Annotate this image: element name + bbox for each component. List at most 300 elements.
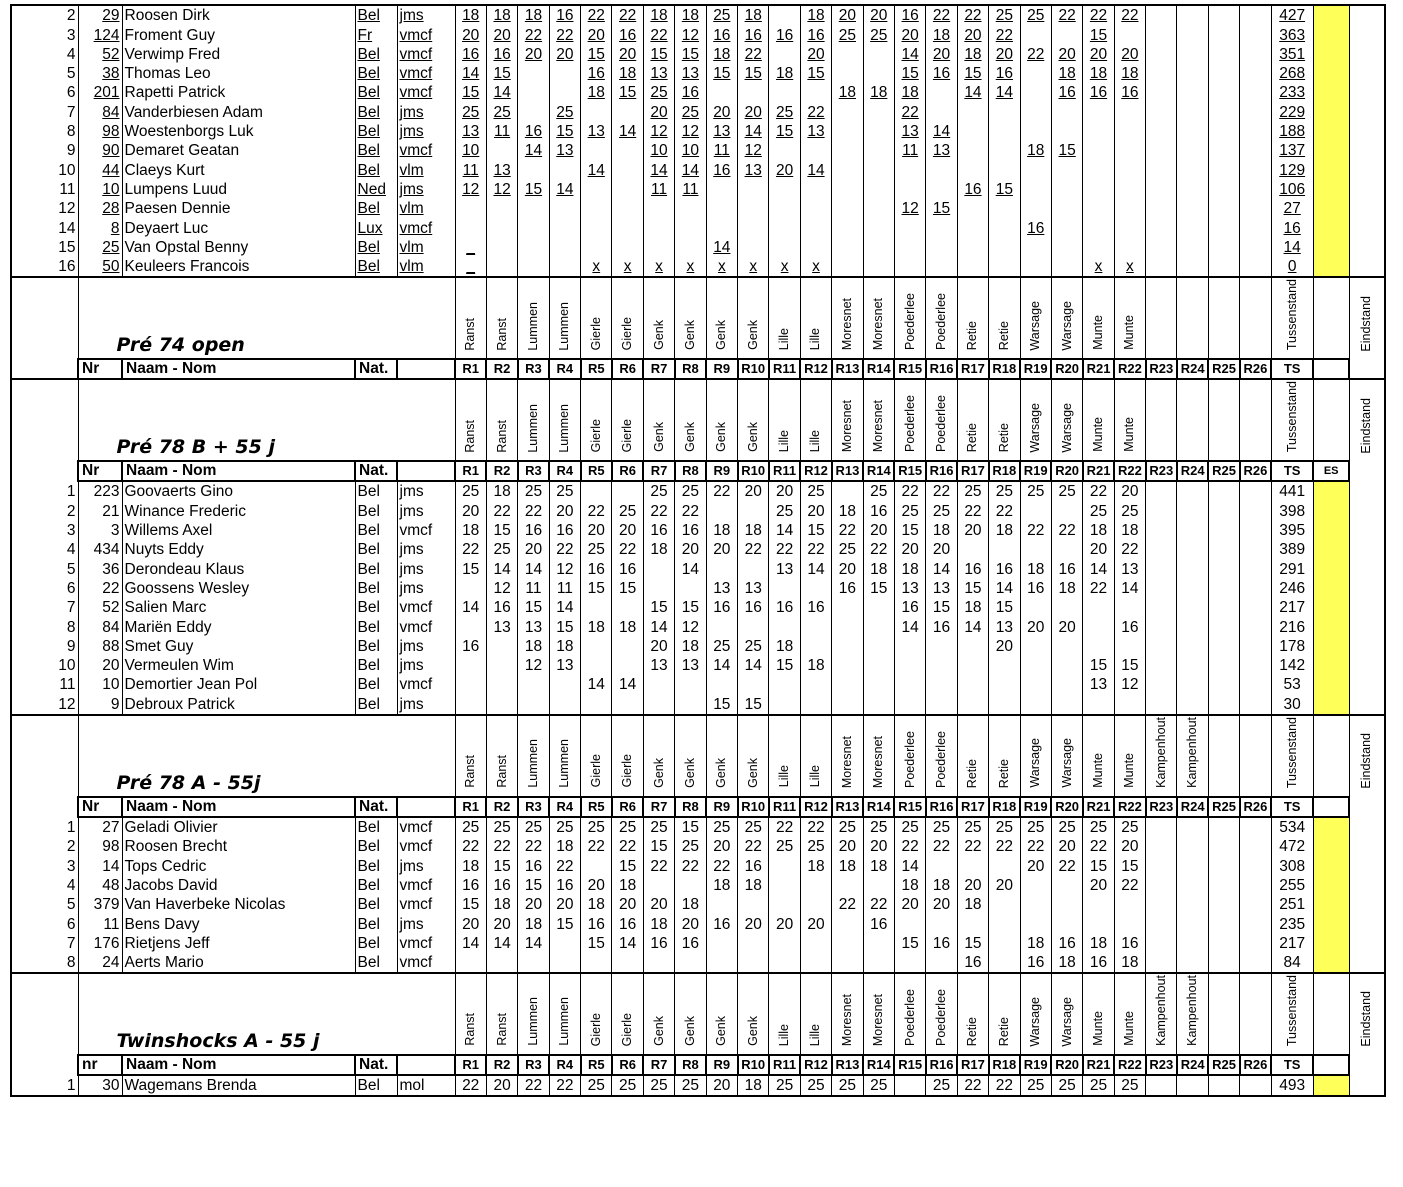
score-cell: 25 (549, 817, 580, 837)
rider-number-cell: 201 (78, 83, 122, 102)
total-cell: 534 (1271, 817, 1313, 837)
score-cell: 22 (800, 540, 831, 559)
location-name: Moresnet (839, 298, 854, 351)
rider-number-cell: 50 (78, 257, 122, 277)
highlight-cell (1313, 934, 1349, 953)
location-name: Poederlee (934, 293, 949, 351)
final-cell (1349, 481, 1385, 501)
score-cell (863, 694, 894, 714)
total-cell: 389 (1271, 540, 1313, 559)
score-cell (769, 218, 800, 237)
score-cell (1177, 257, 1208, 277)
score-cell: 18 (455, 521, 486, 540)
score-cell: 22 (518, 837, 549, 856)
score-cell (1146, 953, 1177, 973)
final-cell (1349, 180, 1385, 199)
score-cell (1177, 876, 1208, 895)
score-cell (738, 83, 769, 102)
score-cell (581, 102, 612, 121)
location-label (518, 277, 549, 359)
round-header: R8 (675, 461, 706, 481)
rider-number-cell: 52 (78, 598, 122, 617)
nationality-cell: Bel (355, 856, 397, 875)
score-cell: 16 (1051, 559, 1082, 578)
score-cell: 22 (1083, 5, 1114, 25)
score-cell: 25 (832, 1075, 863, 1096)
position-cell: 5 (11, 895, 78, 914)
score-cell: 20 (926, 540, 957, 559)
score-cell: 22 (832, 895, 863, 914)
score-cell: 22 (863, 895, 894, 914)
rider-name-cell: Wagemans Brenda (122, 1075, 355, 1096)
location-label (1083, 715, 1114, 797)
score-cell (1146, 837, 1177, 856)
location-label (957, 277, 988, 359)
score-cell: 12 (675, 617, 706, 636)
nationality-cell: Bel (355, 83, 397, 102)
score-cell: 13 (675, 656, 706, 675)
score-cell (518, 675, 549, 694)
location-label (706, 973, 737, 1055)
rider-name-cell: Van Haverbeke Nicolas (122, 895, 355, 914)
rider-name-cell: Paesen Dennie (122, 199, 355, 218)
score-cell (1177, 1075, 1208, 1096)
score-cell: 22 (769, 540, 800, 559)
score-cell (1208, 199, 1239, 218)
score-cell: 20 (581, 876, 612, 895)
nationality-cell: Bel (355, 598, 397, 617)
score-cell (1177, 953, 1208, 973)
score-cell: 18 (518, 914, 549, 933)
score-cell (612, 160, 643, 179)
location-label (832, 379, 863, 461)
table-row (11, 501, 1385, 520)
score-cell (738, 895, 769, 914)
final-cell (1349, 856, 1385, 875)
score-cell (1208, 895, 1239, 914)
score-cell: 18 (455, 5, 486, 25)
club-cell: jms (397, 481, 455, 501)
total-cell: 137 (1271, 141, 1313, 160)
score-cell: 22 (1051, 521, 1082, 540)
round-header: R5 (581, 359, 612, 379)
score-cell: 18 (549, 837, 580, 856)
score-cell: 22 (863, 540, 894, 559)
total-cell: 398 (1271, 501, 1313, 520)
location-name: Lille (808, 327, 823, 351)
rider-number-cell: 10 (78, 180, 122, 199)
score-cell (486, 199, 517, 218)
round-header: R8 (675, 359, 706, 379)
nationality-cell: Bel (355, 501, 397, 520)
score-cell (549, 218, 580, 237)
score-cell: 25 (612, 501, 643, 520)
score-cell: 18 (581, 895, 612, 914)
rider-name-cell: Derondeau Klaus (122, 559, 355, 578)
score-cell (863, 102, 894, 121)
score-cell (706, 934, 737, 953)
round-header: R25 (1208, 359, 1239, 379)
score-cell: 20 (1083, 876, 1114, 895)
score-cell: 20 (863, 521, 894, 540)
score-cell (1177, 837, 1208, 856)
round-header: R10 (738, 359, 769, 379)
table-row (11, 934, 1385, 953)
round-header: R14 (863, 359, 894, 379)
score-cell: 25 (863, 817, 894, 837)
score-cell: 22 (612, 5, 643, 25)
rider-number-cell: 14 (78, 856, 122, 875)
location-name: Genk (745, 422, 760, 453)
score-cell: 16 (769, 598, 800, 617)
score-cell: 18 (894, 83, 925, 102)
score-cell (1240, 953, 1271, 973)
round-header: R24 (1177, 461, 1208, 481)
score-cell: 22 (675, 856, 706, 875)
nationality-cell: Bel (355, 160, 397, 179)
rider-number-cell: 84 (78, 617, 122, 636)
score-cell: 16 (581, 914, 612, 933)
score-cell (1114, 914, 1145, 933)
score-cell: 11 (706, 141, 737, 160)
score-cell: 14 (706, 238, 737, 257)
position-cell: 6 (11, 579, 78, 598)
highlight-cell (1313, 817, 1349, 837)
location-name: Genk (714, 422, 729, 453)
rider-number-cell: 9 (78, 694, 122, 714)
blank-header (1313, 1055, 1349, 1075)
score-cell (1020, 199, 1051, 218)
score-cell (738, 218, 769, 237)
highlight-cell (1313, 837, 1349, 856)
position-cell: 9 (11, 141, 78, 160)
score-cell: 13 (800, 122, 831, 141)
score-cell (1240, 25, 1271, 44)
round-header: R14 (863, 1055, 894, 1075)
position-cell: 2 (11, 5, 78, 25)
score-cell (1051, 598, 1082, 617)
score-cell: 20 (832, 5, 863, 25)
score-cell: 15 (1114, 656, 1145, 675)
score-cell: 15 (612, 83, 643, 102)
location-label (1177, 379, 1208, 461)
round-header: R7 (643, 797, 674, 817)
round-header: R3 (518, 797, 549, 817)
score-cell (832, 257, 863, 277)
score-cell: 18 (706, 45, 737, 64)
final-cell (1349, 83, 1385, 102)
nationality-cell: Bel (355, 141, 397, 160)
score-cell: 20 (957, 876, 988, 895)
rider-name-cell: Thomas Leo (122, 64, 355, 83)
round-header: R10 (738, 797, 769, 817)
location-name: Lille (777, 1023, 792, 1047)
score-cell (1240, 895, 1271, 914)
score-cell (1208, 1075, 1239, 1096)
table-row (11, 817, 1385, 837)
score-cell (1083, 141, 1114, 160)
nationality-cell: Bel (355, 540, 397, 559)
highlight-cell (1313, 637, 1349, 656)
round-header: R21 (1083, 359, 1114, 379)
highlight-cell (1313, 238, 1349, 257)
score-cell: 10 (455, 141, 486, 160)
score-cell (1051, 180, 1082, 199)
score-cell: 16 (738, 598, 769, 617)
score-cell (989, 540, 1020, 559)
score-cell: 25 (549, 102, 580, 121)
rider-name-cell: Smet Guy (122, 637, 355, 656)
score-cell (863, 656, 894, 675)
location-name: Lummen (557, 997, 572, 1047)
highlight-cell (1313, 481, 1349, 501)
club-cell: vmcf (397, 25, 455, 44)
round-header: R2 (486, 797, 517, 817)
score-cell (1114, 160, 1145, 179)
club-cell: vmcf (397, 895, 455, 914)
location-name: Lummen (557, 739, 572, 788)
round-header: R23 (1146, 461, 1177, 481)
score-cell (643, 579, 674, 598)
score-cell: 14 (769, 521, 800, 540)
score-cell: 25 (989, 481, 1020, 501)
table-row (11, 180, 1385, 199)
position-cell: 9 (11, 637, 78, 656)
score-cell: 16 (706, 25, 737, 44)
score-cell: 25 (1083, 1075, 1114, 1096)
score-cell (1240, 856, 1271, 875)
score-cell: 22 (455, 540, 486, 559)
score-cell: 12 (486, 180, 517, 199)
score-cell (926, 856, 957, 875)
score-cell: 20 (518, 45, 549, 64)
score-cell: 18 (612, 617, 643, 636)
score-cell (1114, 180, 1145, 199)
score-cell (1051, 238, 1082, 257)
rider-number-cell: 90 (78, 141, 122, 160)
score-cell: 14 (957, 83, 988, 102)
score-cell: 25 (1020, 5, 1051, 25)
round-header: R5 (581, 1055, 612, 1075)
score-cell (1177, 637, 1208, 656)
score-cell (1146, 817, 1177, 837)
score-cell (1208, 218, 1239, 237)
ts-header: TS (1271, 461, 1313, 481)
score-cell (1020, 914, 1051, 933)
score-cell: 20 (1020, 856, 1051, 875)
score-cell: 11 (455, 160, 486, 179)
club-cell: jms (397, 579, 455, 598)
round-header: R25 (1208, 461, 1239, 481)
rider-number-cell: 176 (78, 934, 122, 953)
score-cell: 16 (706, 914, 737, 933)
score-cell (1020, 102, 1051, 121)
final-cell (1349, 817, 1385, 837)
score-cell (549, 694, 580, 714)
score-cell (1020, 501, 1051, 520)
highlight-cell (1313, 160, 1349, 179)
club-cell: vmcf (397, 675, 455, 694)
club-header (397, 1055, 455, 1075)
score-cell (769, 180, 800, 199)
score-cell (863, 45, 894, 64)
table-row (11, 694, 1385, 714)
round-header: R21 (1083, 797, 1114, 817)
total-cell: 427 (1271, 5, 1313, 25)
score-cell (1240, 1075, 1271, 1096)
score-cell: 18 (1114, 521, 1145, 540)
score-cell (1146, 637, 1177, 656)
score-cell: 22 (706, 481, 737, 501)
rider-number-cell: 29 (78, 5, 122, 25)
highlight-cell (1313, 83, 1349, 102)
location-header-row (11, 379, 1385, 461)
table-row (11, 199, 1385, 218)
score-cell (1208, 934, 1239, 953)
score-cell: 16 (1051, 934, 1082, 953)
score-cell: 15 (455, 895, 486, 914)
table-row (11, 25, 1385, 44)
round-header: R26 (1240, 797, 1271, 817)
location-name: Warsage (1059, 402, 1074, 453)
rider-number-cell: 28 (78, 199, 122, 218)
score-cell (549, 160, 580, 179)
score-cell (518, 257, 549, 277)
score-cell (675, 199, 706, 218)
round-header: R16 (926, 1055, 957, 1075)
location-label (581, 379, 612, 461)
score-cell: 14 (518, 141, 549, 160)
final-cell (1349, 257, 1385, 277)
score-cell (957, 122, 988, 141)
nationality-cell: Bel (355, 953, 397, 973)
score-cell: 20 (957, 521, 988, 540)
score-cell: 15 (1114, 856, 1145, 875)
score-cell: 16 (486, 598, 517, 617)
final-cell (1349, 160, 1385, 179)
score-cell (518, 953, 549, 973)
score-cell: 15 (957, 579, 988, 598)
score-cell: 15 (486, 521, 517, 540)
round-header: R12 (800, 461, 831, 481)
score-cell: 20 (643, 895, 674, 914)
nr-header: Nr (78, 461, 122, 481)
score-cell: 13 (706, 579, 737, 598)
rider-number-cell: 124 (78, 25, 122, 44)
score-cell (1051, 914, 1082, 933)
blank-cell (1313, 973, 1349, 1055)
score-cell: 20 (706, 540, 737, 559)
score-cell: 16 (643, 934, 674, 953)
rider-number-cell: 8 (78, 218, 122, 237)
location-name: Ranst (494, 419, 509, 453)
score-cell: 25 (643, 481, 674, 501)
score-cell: 22 (957, 501, 988, 520)
round-header: R14 (863, 797, 894, 817)
score-cell (1208, 64, 1239, 83)
nat-header: Nat. (355, 1055, 397, 1075)
location-name: Lummen (557, 403, 572, 453)
blank-cell (1349, 1055, 1385, 1075)
score-cell (738, 199, 769, 218)
club-cell: vlm (397, 160, 455, 179)
club-cell: vmcf (397, 953, 455, 973)
rider-number-cell: 88 (78, 637, 122, 656)
position-cell: 5 (11, 64, 78, 83)
total-cell: 229 (1271, 102, 1313, 121)
club-cell: jms (397, 540, 455, 559)
location-label (1177, 715, 1208, 797)
score-cell: 10 (643, 141, 674, 160)
score-cell (706, 199, 737, 218)
score-cell: x (706, 257, 737, 277)
score-cell: 20 (455, 501, 486, 520)
total-cell: 106 (1271, 180, 1313, 199)
total-cell: 351 (1271, 45, 1313, 64)
score-cell: 14 (675, 559, 706, 578)
score-cell (989, 895, 1020, 914)
score-cell (1020, 257, 1051, 277)
score-cell: 16 (738, 856, 769, 875)
round-header: R3 (518, 359, 549, 379)
round-header: R18 (989, 461, 1020, 481)
score-cell: 20 (894, 540, 925, 559)
eindstand-label (1349, 973, 1385, 1055)
location-label (800, 379, 831, 461)
score-cell: 22 (894, 102, 925, 121)
location-label (581, 277, 612, 359)
tussenstand-text: Tussenstand (1284, 716, 1299, 788)
blank-cell (1313, 715, 1349, 797)
score-cell (1114, 122, 1145, 141)
final-cell (1349, 876, 1385, 895)
round-header: R9 (706, 359, 737, 379)
score-cell: 25 (1020, 817, 1051, 837)
location-name: Ranst (463, 1013, 478, 1047)
round-header: R11 (769, 797, 800, 817)
rider-number-cell: 10 (78, 675, 122, 694)
score-cell: 18 (926, 521, 957, 540)
round-header: R10 (738, 461, 769, 481)
final-cell (1349, 675, 1385, 694)
rider-number-cell: 20 (78, 656, 122, 675)
blank-cell (11, 973, 78, 1055)
table-row (11, 876, 1385, 895)
score-cell (894, 914, 925, 933)
location-label (894, 973, 925, 1055)
score-cell: 14 (957, 617, 988, 636)
score-cell: 20 (612, 45, 643, 64)
score-cell: 20 (486, 914, 517, 933)
score-cell (1020, 25, 1051, 44)
score-cell (581, 656, 612, 675)
round-header: R9 (706, 1055, 737, 1075)
round-header: R22 (1114, 797, 1145, 817)
score-cell (1240, 837, 1271, 856)
score-cell: 18 (675, 5, 706, 25)
round-header: R4 (549, 797, 580, 817)
final-cell (1349, 617, 1385, 636)
score-cell (800, 934, 831, 953)
score-cell (926, 83, 957, 102)
round-header: R1 (455, 359, 486, 379)
score-cell: 20 (1051, 617, 1082, 636)
score-cell (643, 694, 674, 714)
score-cell (769, 5, 800, 25)
score-cell (486, 637, 517, 656)
score-cell: 22 (1020, 521, 1051, 540)
score-cell (832, 45, 863, 64)
